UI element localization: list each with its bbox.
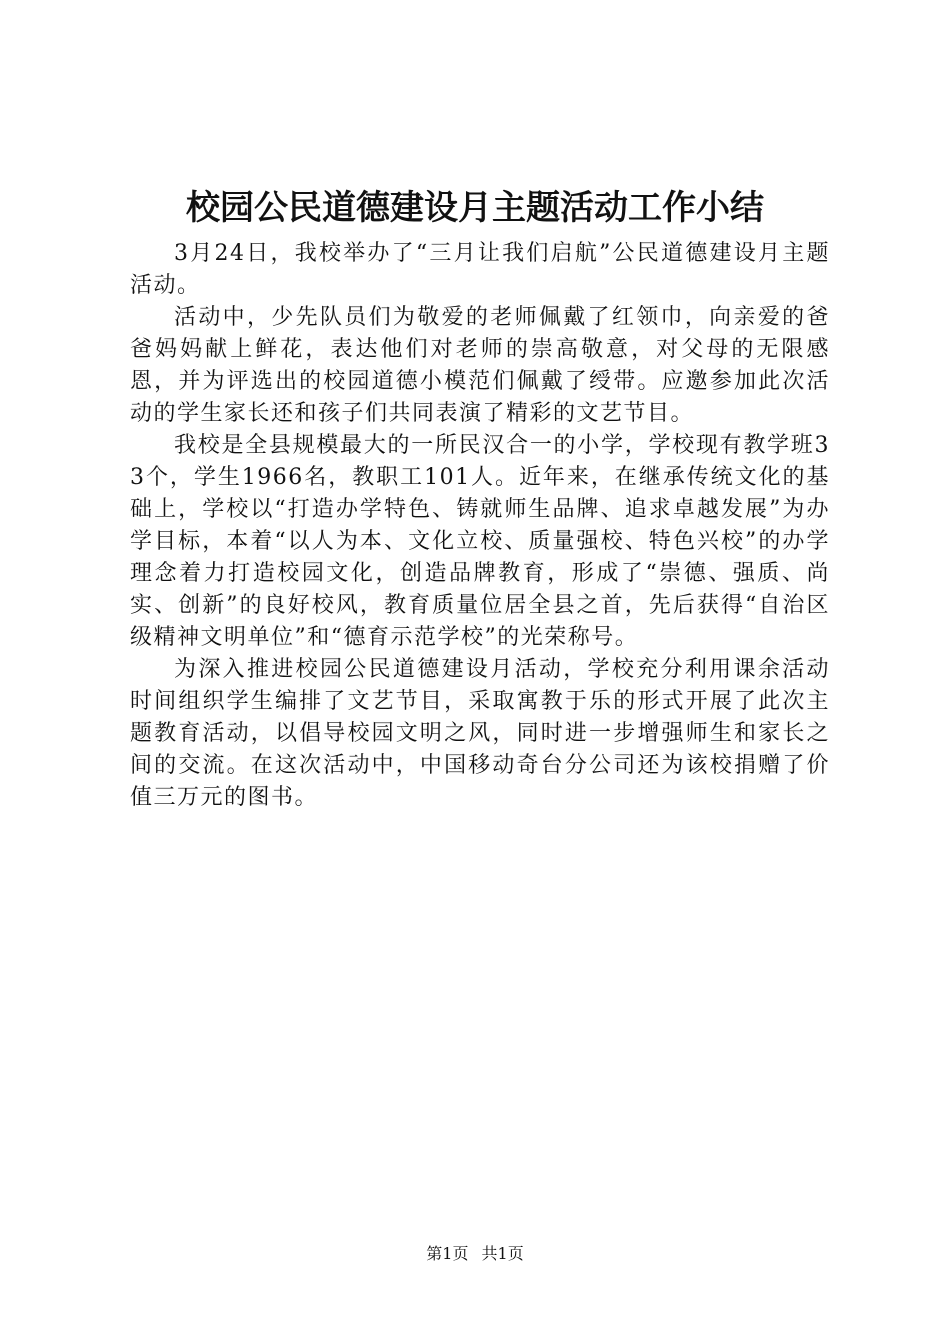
paragraph-1: 3月24日，我校举办了“三月让我们启航”公民道德建设月主题活动。 [130,241,830,298]
document-title: 校园公民道德建设月主题活动工作小结 [186,188,764,228]
paragraph-2: 活动中，少先队员们为敬爱的老师佩戴了红领巾，向亲爱的爸爸妈妈献上鲜花，表达他们对老师的崇高敬意，对父母的无限感恩，并为评选出的校园道德小模范们佩戴了绶带。应邀参加此次活动的学生家长还和孩子们共同表演了精彩的文艺节目。 [130,305,830,426]
page-number: 第1页 [426,1244,469,1263]
page-total: 共1页 [481,1244,524,1263]
paragraph-4: 为深入推进校园公民道德建设月活动，学校充分利用课余活动时间组织学生编排了文艺节目，采取寓教于乐的形式开展了此次主题教育活动，以倡导校园文明之风，同时进一步增强师生和家长之间的交流。在这次活动中，中国移动奇台分公司还为该校捐赠了价值三万元的图书。 [130,657,830,810]
page-footer [0,1242,950,1266]
paragraph-3: 我校是全县规模最大的一所民汉合一的小学，学校现有教学班33个，学生1966名，教职工101人。近年来，在继承传统文化的基础上，学校以“打造办学特色、铸就师生品牌、追求卓越发展”为办学目标，本着“以人为本、文化立校、质量强校、特色兴校”的办学理念着力打造校园文化，创造品牌教育，形成了“崇德、强质、尚实、创新”的良好校风，教育质量位居全县之首，先后获得“自治区级精神文明单位”和“德育示范学校”的光荣称号。 [130,433,830,650]
document-body [130,238,830,814]
